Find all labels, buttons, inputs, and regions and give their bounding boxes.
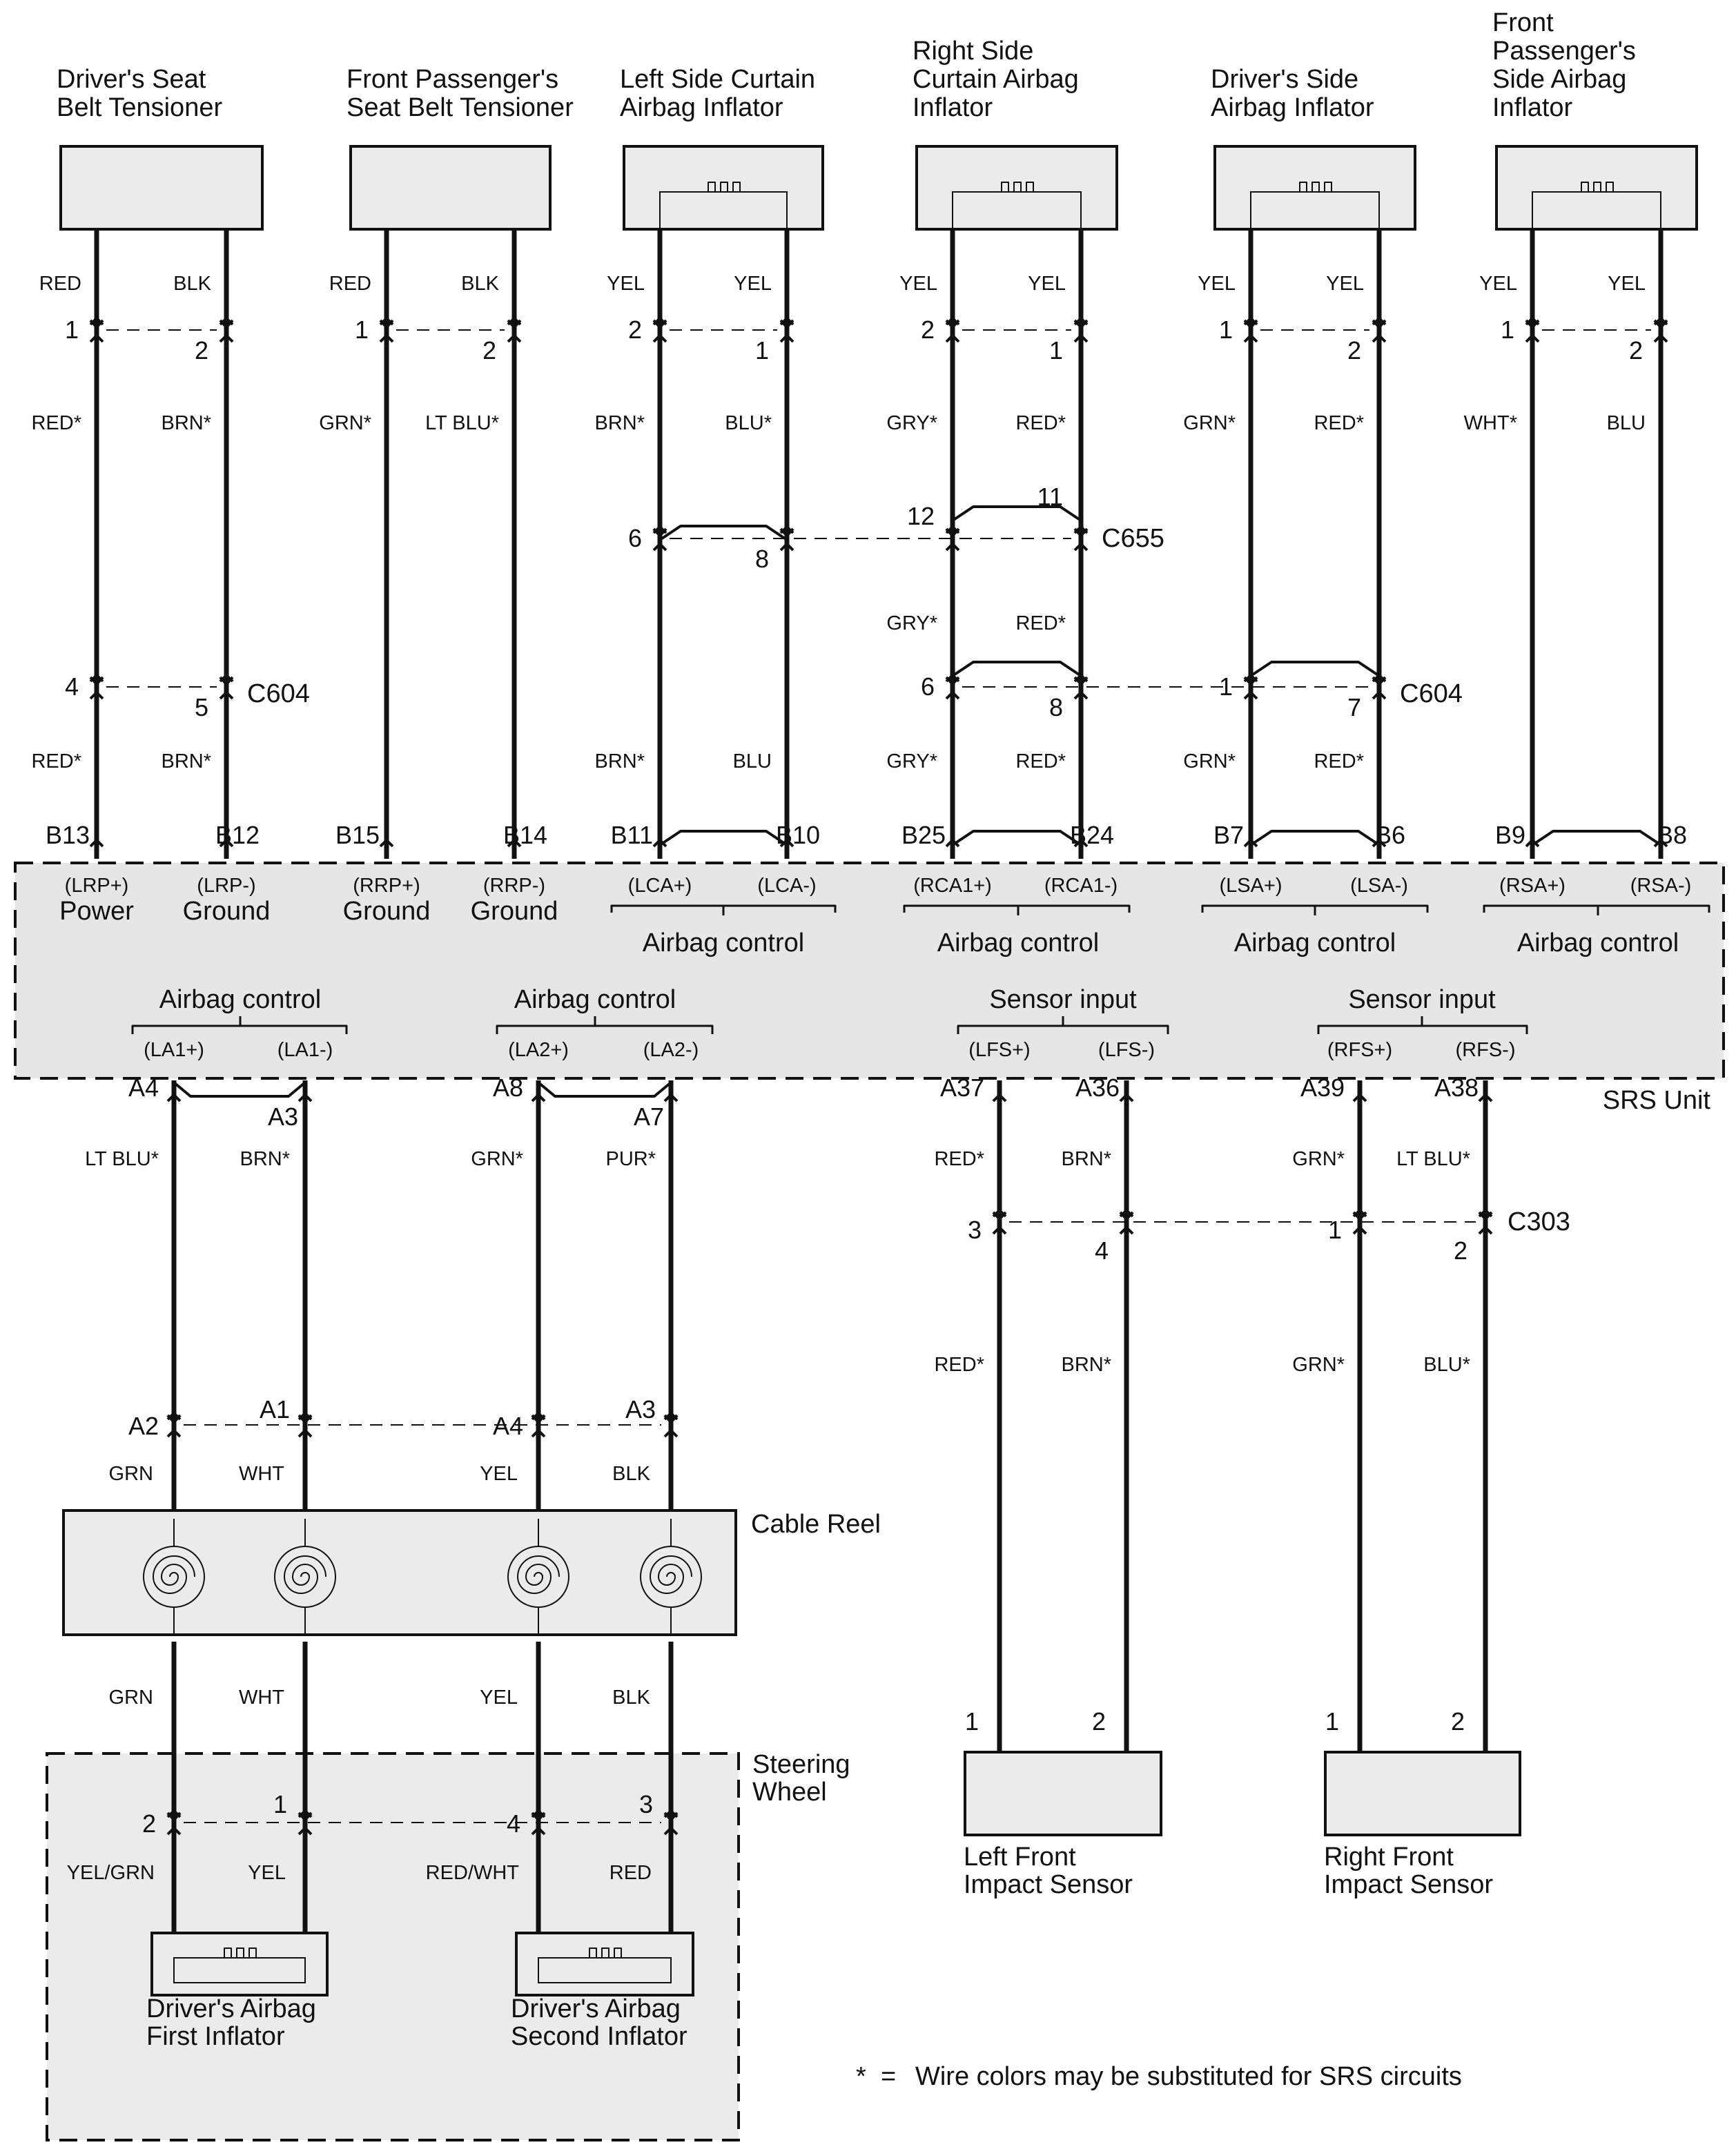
connector-pin-number: 2 (142, 1809, 156, 1838)
wire-color-label: BRN* (1061, 1148, 1111, 1170)
shield-bracket (174, 1082, 305, 1096)
component-dsa (1215, 146, 1415, 229)
srs-function-label: (LA1+) (144, 1039, 204, 1061)
connector-pin-number: 8 (1049, 693, 1063, 721)
connector-pin-number: 1 (64, 315, 79, 344)
wire-color-label: YEL (734, 273, 772, 295)
srs-unit-label: SRS Unit (1602, 1086, 1710, 1115)
connector-pin-number: 2 (1347, 336, 1361, 365)
srs-pin-label: B15 (335, 821, 380, 849)
connector-pin-number: 8 (754, 545, 769, 573)
srs-pin-label: A7 (633, 1102, 664, 1131)
wire-color-label: BLK (173, 273, 211, 295)
component-fpsbt (351, 146, 550, 229)
component-title: Airbag Inflator (620, 93, 783, 122)
steering-wheel-label: Steering (752, 1750, 850, 1779)
connector-id-c604: C604 (247, 679, 310, 708)
wire-color-label: WHT (238, 1463, 284, 1485)
connector-id-c604: C604 (1400, 679, 1463, 708)
srs-function-desc: Ground (182, 897, 271, 926)
srs-pin-label: A39 (1300, 1074, 1345, 1102)
component-title: Airbag Inflator (1211, 93, 1374, 122)
shield-bracket (538, 1082, 671, 1096)
connector-pin-number: 2 (1450, 1707, 1465, 1736)
component-title: Right Side (913, 37, 1034, 66)
srs-group-label: Airbag control (514, 985, 676, 1014)
wire-color-label: LT BLU* (1396, 1148, 1470, 1170)
srs-pin-label: B12 (215, 821, 260, 849)
inflator-label: Driver's Airbag (146, 1994, 316, 2023)
wire-color-label: RED* (1015, 612, 1066, 634)
connector-pin-number: 7 (1347, 693, 1361, 721)
wire-color-label: YEL (1198, 273, 1236, 295)
shield-bracket (953, 831, 1081, 845)
wire-color-label: RED* (1015, 412, 1066, 434)
srs-function-label: (RRP+) (353, 875, 420, 897)
connector-pin-number: 2 (1453, 1236, 1467, 1265)
wire-color-label: YEL (480, 1687, 518, 1709)
srs-group-label: Sensor input (989, 985, 1137, 1014)
wire-color-label: WHT (238, 1687, 284, 1709)
wire-color-label: RED* (1015, 750, 1066, 773)
footnote-eq: = (881, 2062, 897, 2091)
wire-color-label: GRY* (886, 412, 937, 434)
wire-color-label: BRN* (161, 750, 211, 773)
wire-color-label: BLU (1606, 412, 1646, 434)
connector-pin-number: A2 (128, 1412, 159, 1440)
connector-pin-number: 1 (1218, 315, 1233, 344)
srs-function-label: (LSA-) (1350, 875, 1408, 897)
srs-pin-label: B10 (775, 821, 821, 849)
srs-function-desc: Ground (470, 897, 558, 926)
connector-pin-number: 11 (1037, 483, 1063, 511)
srs-pin-label: B13 (45, 821, 90, 849)
component-title: Curtain Airbag (913, 65, 1079, 94)
shield-bracket (953, 662, 1081, 676)
wire-color-label: LT BLU* (85, 1148, 159, 1170)
srs-function-label: (LRP-) (197, 875, 256, 897)
wire-color-label: GRN* (1292, 1148, 1345, 1170)
connector-pin-number: 1 (1218, 672, 1233, 701)
wire-color-label: GRN* (471, 1148, 523, 1170)
srs-function-label: (RCA1-) (1044, 875, 1118, 897)
srs-pin-label: B25 (901, 821, 946, 849)
srs-function-label: (LFS-) (1098, 1039, 1155, 1061)
impact-sensor-label: Left Front (964, 1843, 1076, 1872)
wire-color-label: YEL (607, 273, 645, 295)
footnote-text: Wire colors may be substituted for SRS circuits (915, 2062, 1462, 2091)
connector-pin-number: 6 (920, 672, 935, 701)
component-title: Seat Belt Tensioner (347, 93, 574, 122)
wire-color-label: BRN* (161, 412, 211, 434)
srs-pin-label: A36 (1075, 1074, 1120, 1102)
shield-bracket (1251, 662, 1379, 676)
srs-pin-label: B11 (610, 821, 653, 849)
inflator-label: Second Inflator (511, 2022, 687, 2051)
srs-function-label: (RFS-) (1455, 1039, 1516, 1061)
wire-color-label: YEL (899, 273, 937, 295)
wire-color-label: RED (329, 273, 371, 295)
connector-pin-number: 1 (754, 336, 769, 365)
cable-reel-label: Cable Reel (751, 1510, 881, 1539)
connector-pin-number: 1 (1325, 1707, 1339, 1736)
wire-color-label: GRN* (319, 412, 371, 434)
connector-pin-number: 1 (354, 315, 369, 344)
wire-color-label: BLU* (725, 412, 772, 434)
connector-pin-number: 3 (638, 1790, 653, 1818)
srs-pin-label: A8 (492, 1074, 523, 1102)
wire-color-label: GRN* (1183, 750, 1236, 773)
wire-color-label: BLK (612, 1687, 650, 1709)
impact-sensor-box (965, 1752, 1161, 1835)
connector-pin-number: 4 (1094, 1236, 1109, 1265)
srs-pin-label: B7 (1213, 821, 1244, 849)
wire-color-label: YEL/GRN (66, 1862, 155, 1884)
connector-pin-number: A1 (259, 1395, 290, 1424)
srs-function-label: (RSA+) (1499, 875, 1566, 897)
wire-color-label: RED* (31, 750, 81, 773)
connector-pin-number: 5 (194, 693, 208, 721)
wire-color-label: RED* (1314, 750, 1364, 773)
wire-color-label: RED* (1314, 412, 1364, 434)
srs-pin-label: B14 (503, 821, 548, 849)
connector-pin-number: 3 (967, 1216, 982, 1244)
component-title: Inflator (913, 93, 993, 122)
steering-wheel-label: Wheel (752, 1778, 827, 1807)
inflator-label: Driver's Airbag (511, 1994, 681, 2023)
wire-color-label: GRN (108, 1687, 153, 1709)
wire-color-label: GRN* (1292, 1354, 1345, 1376)
shield-bracket (1532, 831, 1661, 845)
wire-color-label: RED (609, 1862, 652, 1884)
connector-id-c303: C303 (1508, 1207, 1570, 1236)
shield-bracket (953, 507, 1081, 521)
component-fpsa (1496, 146, 1697, 229)
wire-color-label: GRY* (886, 612, 937, 634)
cable-reel-box (64, 1510, 736, 1635)
connector-pin-number: 2 (627, 315, 642, 344)
srs-pin-label: A37 (939, 1074, 984, 1102)
connector-pin-number: 2 (1091, 1707, 1106, 1736)
connector-pin-number: 1 (964, 1707, 979, 1736)
wire-color-label: PUR* (605, 1148, 656, 1170)
wire-color-label: YEL (248, 1862, 286, 1884)
wire-color-label: RED/WHT (425, 1862, 519, 1884)
wire-color-label: RED* (934, 1148, 984, 1170)
component-title: Front (1492, 8, 1554, 37)
wire-color-label: RED* (934, 1354, 984, 1376)
srs-group-label: Airbag control (937, 929, 1100, 958)
connector-pin-number: 1 (1049, 336, 1063, 365)
srs-pin-label: B24 (1069, 821, 1115, 849)
srs-group-label: Airbag control (1516, 929, 1679, 958)
srs-pin-label: B8 (1656, 821, 1688, 849)
wire-color-label: YEL (1479, 273, 1517, 295)
component-title: Front Passenger's (347, 65, 559, 94)
srs-function-label: (LA1-) (277, 1039, 333, 1061)
srs-pin-label: A3 (267, 1102, 298, 1131)
wire-color-label: WHT* (1463, 412, 1517, 434)
component-title: Inflator (1492, 93, 1573, 122)
connector-pin-number: 2 (482, 336, 496, 365)
wire-color-label: YEL (1326, 273, 1364, 295)
wire-color-label: BRN* (594, 750, 645, 773)
srs-group-label: Airbag control (642, 929, 805, 958)
connector-pin-number: 1 (1327, 1216, 1342, 1244)
wire-color-label: GRY* (886, 750, 937, 773)
connector-pin-number: 1 (273, 1790, 287, 1818)
wire-color-label: GRN* (1183, 412, 1236, 434)
component-dsbt (61, 146, 262, 229)
connector-id-c655: C655 (1102, 524, 1164, 553)
impact-sensor-label: Impact Sensor (1324, 1870, 1493, 1899)
wire-color-label: BRN* (594, 412, 645, 434)
component-title: Driver's Seat (57, 65, 206, 94)
srs-function-label: (RFS+) (1327, 1039, 1393, 1061)
srs-function-desc: Power (59, 897, 134, 926)
component-rsc (917, 146, 1117, 229)
srs-group-label: Airbag control (159, 985, 322, 1014)
srs-function-desc: Ground (342, 897, 431, 926)
srs-function-label: (LCA+) (627, 875, 692, 897)
footnote-symbol: * (856, 2062, 866, 2091)
wire-color-label: BRN* (1061, 1354, 1111, 1376)
driver-airbag-inflator (152, 1933, 327, 1995)
srs-group-label: Airbag control (1233, 929, 1396, 958)
impact-sensor-label: Right Front (1324, 1843, 1454, 1872)
component-title: Driver's Side (1211, 65, 1359, 94)
wire-color-label: BLU (732, 750, 772, 773)
connector-pin-number: 4 (64, 672, 79, 701)
driver-airbag-inflator (516, 1933, 693, 1995)
connector-pin-number: 2 (920, 315, 935, 344)
wire-color-label: BRN* (240, 1148, 290, 1170)
srs-pin-label: A38 (1434, 1074, 1479, 1102)
wire-color-label: LT BLU* (425, 412, 499, 434)
srs-function-label: (RSA-) (1630, 875, 1692, 897)
component-title: Side Airbag (1492, 65, 1627, 94)
connector-pin-number: 2 (1628, 336, 1643, 365)
srs-function-label: (LA2+) (508, 1039, 569, 1061)
impact-sensor-box (1325, 1752, 1520, 1835)
wire-color-label: YEL (480, 1463, 518, 1485)
component-title: Belt Tensioner (57, 93, 223, 122)
inflator-label: First Inflator (146, 2022, 285, 2051)
connector-pin-number: 4 (506, 1809, 520, 1838)
srs-function-label: (LFS+) (968, 1039, 1031, 1061)
connector-pin-number: 12 (906, 502, 935, 530)
component-lsc (624, 146, 823, 229)
wire-color-label: BLK (612, 1463, 650, 1485)
wire-color-label: YEL (1028, 273, 1066, 295)
srs-function-label: (LRP+) (64, 875, 129, 897)
wire-color-label: BLU* (1423, 1354, 1470, 1376)
srs-pin-label: B6 (1374, 821, 1406, 849)
connector-pin-number: 2 (194, 336, 208, 365)
srs-function-label: (RCA1+) (913, 875, 992, 897)
wire-color-label: RED (39, 273, 81, 295)
srs-function-label: (LSA+) (1219, 875, 1283, 897)
impact-sensor-label: Impact Sensor (964, 1870, 1133, 1899)
srs-group-label: Sensor input (1348, 985, 1496, 1014)
connector-pin-number: A4 (492, 1412, 523, 1440)
srs-pin-label: A4 (128, 1074, 159, 1102)
shield-bracket (660, 831, 787, 845)
srs-function-label: (LA2-) (643, 1039, 699, 1061)
srs-function-label: (LCA-) (757, 875, 817, 897)
shield-bracket (1251, 831, 1379, 845)
connector-pin-number: 1 (1500, 315, 1514, 344)
connector-pin-number: 6 (627, 524, 642, 552)
wire-color-label: GRN (108, 1463, 153, 1485)
wire-color-label: RED* (31, 412, 81, 434)
wire-color-label: BLK (461, 273, 499, 295)
wire-color-label: YEL (1608, 273, 1646, 295)
component-title: Passenger's (1492, 37, 1636, 66)
srs-function-label: (RRP-) (482, 875, 546, 897)
connector-pin-number: A3 (625, 1395, 656, 1424)
srs-pin-label: B9 (1494, 821, 1525, 849)
component-title: Left Side Curtain (620, 65, 816, 94)
